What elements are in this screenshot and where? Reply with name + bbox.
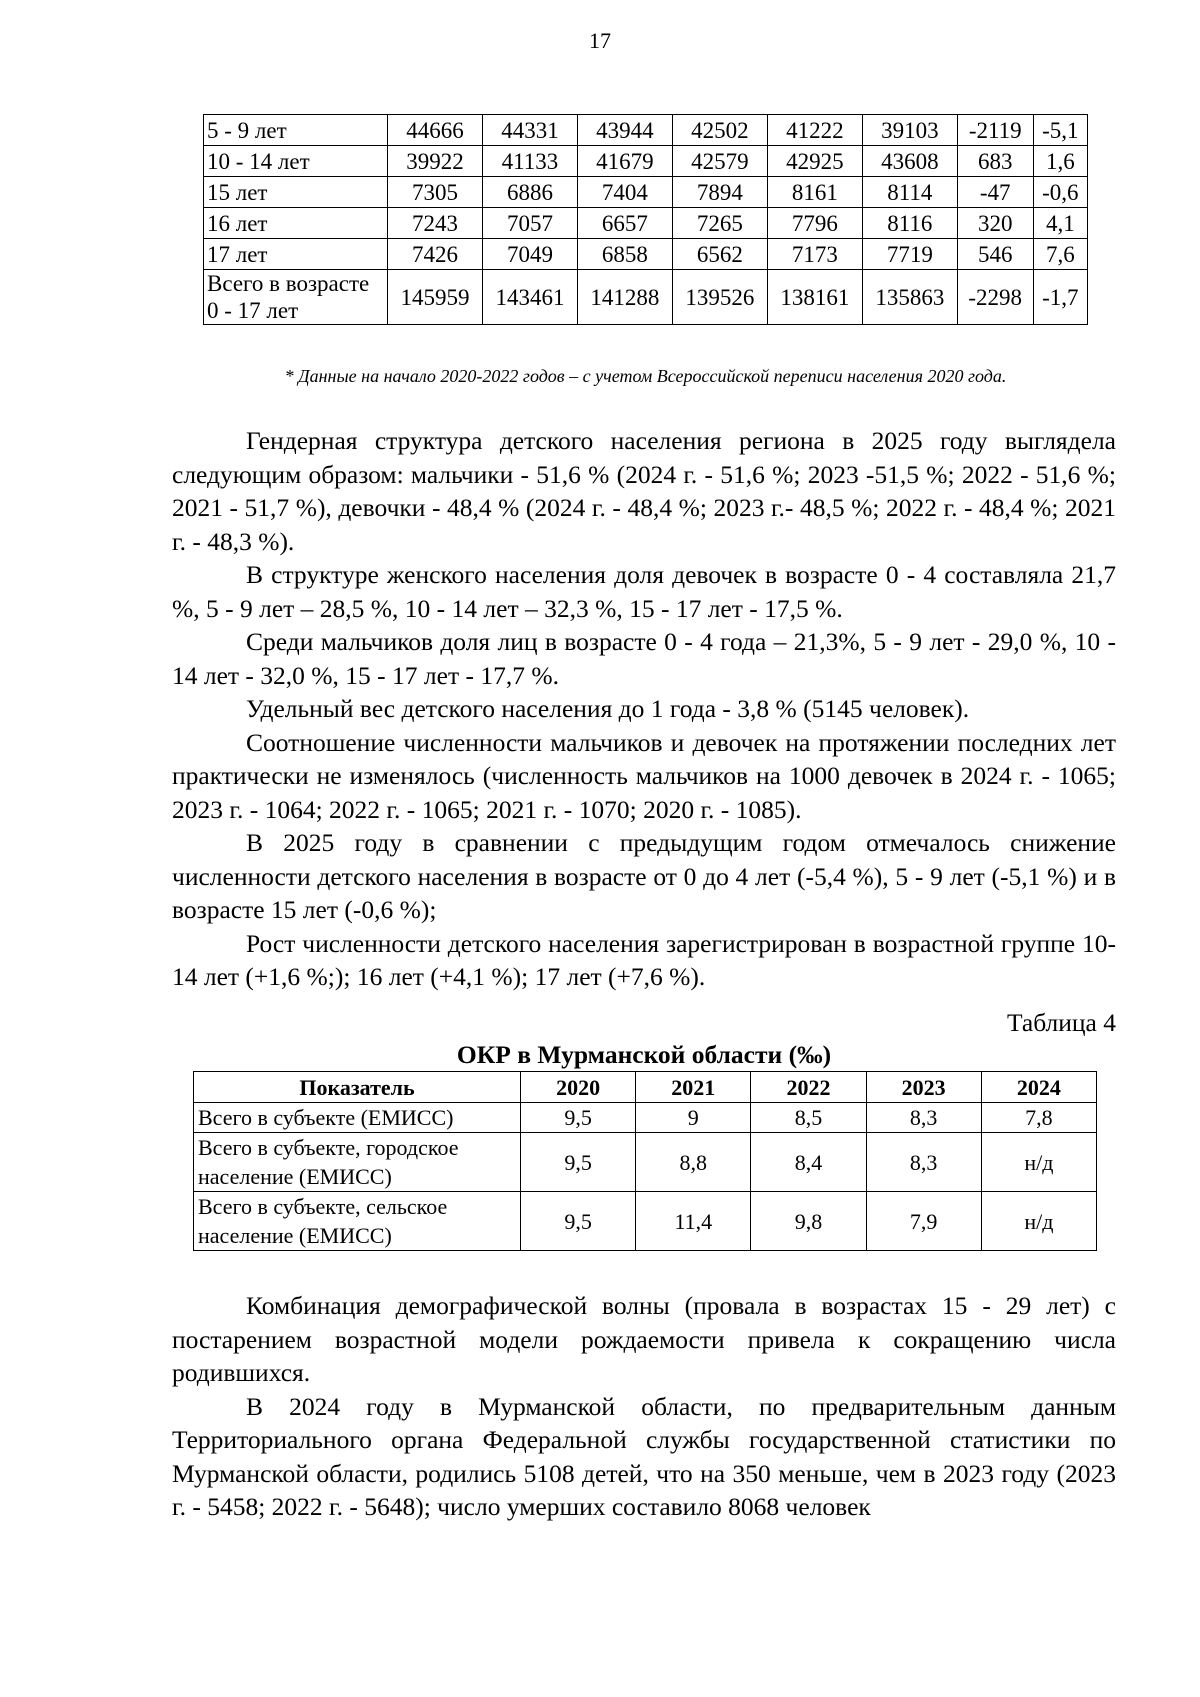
body-text-bottom — [172, 1289, 1116, 1524]
table-cell: 42579 — [672, 146, 767, 177]
table-cell: 141288 — [577, 270, 672, 325]
table-cell: 320 — [957, 208, 1033, 239]
row-label: Всего в субъекте (ЕМИСС) — [194, 1103, 521, 1133]
table-cell: 1,6 — [1033, 146, 1087, 177]
paragraph: Соотношение численности мальчиков и девочек на протяжении последних лет практически не изменялось (численность мальчиков на 1000 девочек в 2024 г. - 1065; 2023 г. - 1064; 2022 г. - 1065; 2021 г. - 1070; 2020 г. - 1085). — [172, 727, 1116, 824]
table-cell: 9,5 — [521, 1103, 636, 1133]
table-cell: 6886 — [482, 177, 577, 208]
row-label: Всего в субъекте, сельское население (ЕМИСС) — [194, 1192, 521, 1251]
table-cell: 138161 — [767, 270, 862, 325]
table-cell: 43608 — [862, 146, 957, 177]
table-cell: 4,1 — [1033, 208, 1087, 239]
age-population-table — [203, 114, 1088, 325]
column-header: 2024 — [981, 1072, 1096, 1103]
table-cell: 9,8 — [751, 1192, 866, 1251]
table-cell: 8,3 — [866, 1103, 981, 1133]
table-cell: 8116 — [862, 208, 957, 239]
table-cell: 7426 — [388, 239, 483, 270]
row-label: Всего в субъекте, городское население (ЕМИСС) — [194, 1133, 521, 1192]
body-text-top — [172, 424, 1116, 994]
paragraph: В 2025 году в сравнении с предыдущим годом отмечалось снижение численности детского населения в возрасте от 0 до 4 лет (-5,4 %), 5 - 9 лет (-5,1 %) и в возрасте 15 лет (-0,6 %); — [172, 828, 1116, 924]
table-cell: -2119 — [957, 115, 1033, 146]
table-title: ОКР в Мурманской области (‰) — [456, 1040, 832, 1069]
table-row — [204, 239, 1088, 270]
column-header: 2022 — [751, 1072, 866, 1103]
column-header: 2023 — [866, 1072, 981, 1103]
column-header: Показатель — [194, 1072, 521, 1103]
paragraph: Комбинация демографической волны (провала в возрастах 15 - 29 лет) с постарением возрастной модели рождаемости привела к сокращению числа родившихся. — [172, 1291, 1116, 1387]
table-cell: 42502 — [672, 115, 767, 146]
table-cell: 7719 — [862, 239, 957, 270]
table-cell: 7265 — [672, 208, 767, 239]
table-cell: 41133 — [482, 146, 577, 177]
row-label: 15 лет — [204, 177, 388, 208]
table-cell: 7894 — [672, 177, 767, 208]
paragraph: Удельный вес детского населения до 1 года - 3,8 % (5145 человек). — [246, 694, 970, 723]
table-cell: 7404 — [577, 177, 672, 208]
column-header: 2021 — [636, 1072, 751, 1103]
table-cell: н/д — [981, 1133, 1096, 1192]
table-row-total — [204, 270, 1088, 325]
paragraph: Среди мальчиков доля лиц в возрасте 0 - 4 года – 21,3%, 5 - 9 лет - 29,0 %, 10 - 14 лет - 32,0 %, 15 - 17 лет - 17,7 %. — [172, 627, 1116, 690]
table-row — [194, 1192, 1097, 1251]
table-row — [204, 115, 1088, 146]
row-label: 17 лет — [204, 239, 388, 270]
table-header-row — [194, 1072, 1097, 1103]
table-cell: 7,8 — [981, 1103, 1096, 1133]
table-cell: -0,6 — [1033, 177, 1087, 208]
table-cell: 143461 — [482, 270, 577, 325]
table-cell: 9,5 — [521, 1192, 636, 1251]
table-cell: -2298 — [957, 270, 1033, 325]
table-row — [204, 177, 1088, 208]
table-cell: н/д — [981, 1192, 1096, 1251]
paragraph: Гендерная структура детского населения региона в 2025 году выглядела следующим образом: мальчики - 51,6 % (2024 г. - 51,6 %; 2023 -51,5 %; 2022 - 51,6 %; 2021 - 51,7 %), девочки - 48,4 % (2024 г. - 48,4 %; 2023 г.- 48,5 %; 2022 г. - 48,4 %; 2021 г. - 48,3 %). — [172, 426, 1116, 556]
table-cell: 7173 — [767, 239, 862, 270]
table-cell: -5,1 — [1033, 115, 1087, 146]
table-cell: 135863 — [862, 270, 957, 325]
table-cell: 44666 — [388, 115, 483, 146]
table-cell: 7,6 — [1033, 239, 1087, 270]
table-cell: 44331 — [482, 115, 577, 146]
table-cell: 8114 — [862, 177, 957, 208]
table-row — [194, 1103, 1097, 1133]
table-cell: 546 — [957, 239, 1033, 270]
table-cell: 11,4 — [636, 1192, 751, 1251]
table-cell: -1,7 — [1033, 270, 1087, 325]
table-cell: 41222 — [767, 115, 862, 146]
page-number: 17 — [589, 28, 611, 53]
row-label: 16 лет — [204, 208, 388, 239]
table-cell: 7243 — [388, 208, 483, 239]
table-row — [204, 208, 1088, 239]
table-cell: 6657 — [577, 208, 672, 239]
table-cell: 42925 — [767, 146, 862, 177]
table-cell: 6858 — [577, 239, 672, 270]
column-header: 2020 — [521, 1072, 636, 1103]
table-cell: 7057 — [482, 208, 577, 239]
paragraph: В структуре женского населения доля девочек в возрасте 0 - 4 составляла 21,7 %, 5 - 9 лет – 28,5 %, 10 - 14 лет – 32,3 %, 15 - 17 лет - 17,5 %. — [172, 560, 1116, 623]
table-cell: 8161 — [767, 177, 862, 208]
table-cell: 9,5 — [521, 1133, 636, 1192]
table-cell: 8,3 — [866, 1133, 981, 1192]
table-cell: 43944 — [577, 115, 672, 146]
row-label: 10 - 14 лет — [204, 146, 388, 177]
table-cell: 7305 — [388, 177, 483, 208]
table-cell: 139526 — [672, 270, 767, 325]
table-cell: -47 — [957, 177, 1033, 208]
table-cell: 8,5 — [751, 1103, 866, 1133]
table-caption: Таблица 4 — [1006, 1008, 1116, 1037]
table-cell: 8,8 — [636, 1133, 751, 1192]
table-row — [204, 146, 1088, 177]
table-cell: 683 — [957, 146, 1033, 177]
paragraph: В 2024 году в Мурманской области, по предварительным данным Территориального органа Федеральной службы государственной статистики по Мурманской области, родились 5108 детей, что на 350 меньше, чем в 2023 году (2023 г. - 5458; 2022 г. - 5648); число умерших составило 8068 человек — [172, 1391, 1116, 1521]
table-cell: 145959 — [388, 270, 483, 325]
table-cell: 8,4 — [751, 1133, 866, 1192]
okr-table — [193, 1071, 1097, 1251]
row-label: Всего в возрасте 0 - 17 лет — [204, 270, 388, 325]
table-cell: 39103 — [862, 115, 957, 146]
table-cell: 6562 — [672, 239, 767, 270]
row-label: 5 - 9 лет — [204, 115, 388, 146]
table-cell: 9 — [636, 1103, 751, 1133]
table-row — [194, 1133, 1097, 1192]
table-cell: 7049 — [482, 239, 577, 270]
table-cell: 7,9 — [866, 1192, 981, 1251]
paragraph: Рост численности детского населения зарегистрирован в возрастной группе 10-14 лет (+1,6 %;); 16 лет (+4,1 %); 17 лет (+7,6 %). — [172, 928, 1116, 991]
table-footnote: * Данные на начало 2020-2022 годов – с учетом Всероссийской переписи населения 2020 года. — [284, 366, 1007, 386]
table-cell: 41679 — [577, 146, 672, 177]
table-cell: 7796 — [767, 208, 862, 239]
table-cell: 39922 — [388, 146, 483, 177]
